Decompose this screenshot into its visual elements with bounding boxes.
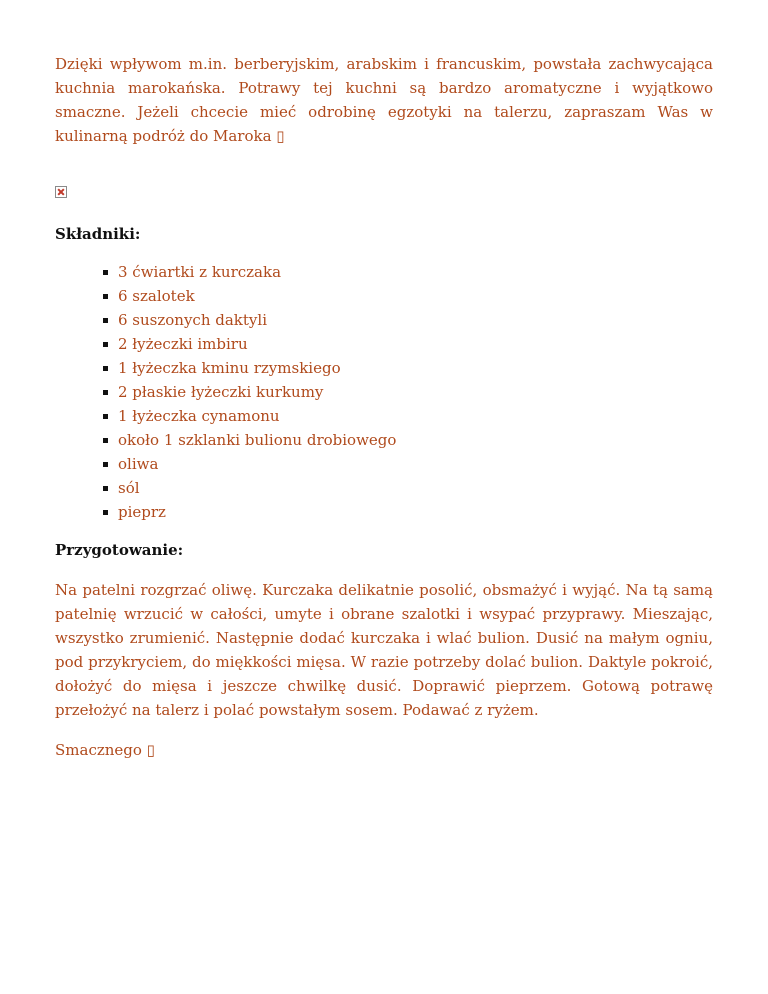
intro-paragraph: Dzięki wpływom m.in. berberyjskim, arabskim i francuskim, powstała zachwycająca kuchnia marokańska. Potrawy tej kuchni są bardzo aromatyczne i wyjątkowo smaczne. Jeżeli chcecie mieć odrobinę egzotyki na talerzu, zapraszam Was w kulinarną podróż do Maroka ▯ (55, 55, 713, 145)
ingredient-label: 3 ćwiartki z kurczaka (118, 263, 282, 281)
list-item (103, 332, 713, 356)
list-item (103, 308, 713, 332)
square-bullet-icon (103, 438, 108, 443)
ingredient-label: 6 szalotek (118, 287, 195, 305)
ingredient-label: oliwa (118, 455, 159, 473)
list-item (103, 284, 713, 308)
ingredient-label: 6 suszonych daktyli (118, 311, 267, 329)
ingredient-label: 2 płaskie łyżeczki kurkumy (118, 383, 324, 401)
ingredient-label: 1 łyżeczka cynamonu (118, 407, 280, 425)
square-bullet-icon (103, 486, 108, 491)
list-item (103, 476, 713, 500)
square-bullet-icon (103, 462, 108, 467)
preparation-heading: Przygotowanie: (55, 541, 184, 559)
list-item (103, 356, 713, 380)
ingredient-label: pieprz (118, 503, 166, 521)
square-bullet-icon (103, 390, 108, 395)
square-bullet-icon (103, 270, 108, 275)
square-bullet-icon (103, 294, 108, 299)
preparation-paragraph: Na patelni rozgrzać oliwę. Kurczaka delikatnie posolić, obsmażyć i wyjąć. Na tą samą patelnię wrzucić w całości, umyte i obrane szalotki i wsypać przyprawy. Mieszając, wszystko zrumienić. Następnie dodać kurczaka i wlać bulion. Dusić na małym ogniu, pod przykryciem, do miękkości mięsa. W razie potrzeby dolać bulion. Daktyle pokroić, dołożyć do mięsa i jeszcze chwilkę dusić. Doprawić pieprzem. Gotową potrawę przełożyć na talerz i polać powstałym sosem. Podawać z ryżem. (55, 581, 713, 719)
recipe-article (55, 52, 713, 762)
list-item (103, 380, 713, 404)
ingredients-heading: Składniki: (55, 225, 141, 243)
ingredients-list (55, 260, 713, 524)
list-item (103, 500, 713, 524)
square-bullet-icon (103, 342, 108, 347)
square-bullet-icon (103, 414, 108, 419)
square-bullet-icon (103, 366, 108, 371)
list-item (103, 428, 713, 452)
ingredient-label: sól (118, 479, 140, 497)
ingredient-label: 2 łyżeczki imbiru (118, 335, 248, 353)
square-bullet-icon (103, 510, 108, 515)
list-item (103, 404, 713, 428)
square-bullet-icon (103, 318, 108, 323)
ingredient-label: około 1 szklanki bulionu drobiowego (118, 431, 397, 449)
ingredient-label: 1 łyżeczka kminu rzymskiego (118, 359, 341, 377)
list-item (103, 452, 713, 476)
list-item (103, 260, 713, 284)
broken-image-icon (55, 186, 67, 198)
outro-paragraph: Smacznego ▯ (55, 741, 155, 759)
